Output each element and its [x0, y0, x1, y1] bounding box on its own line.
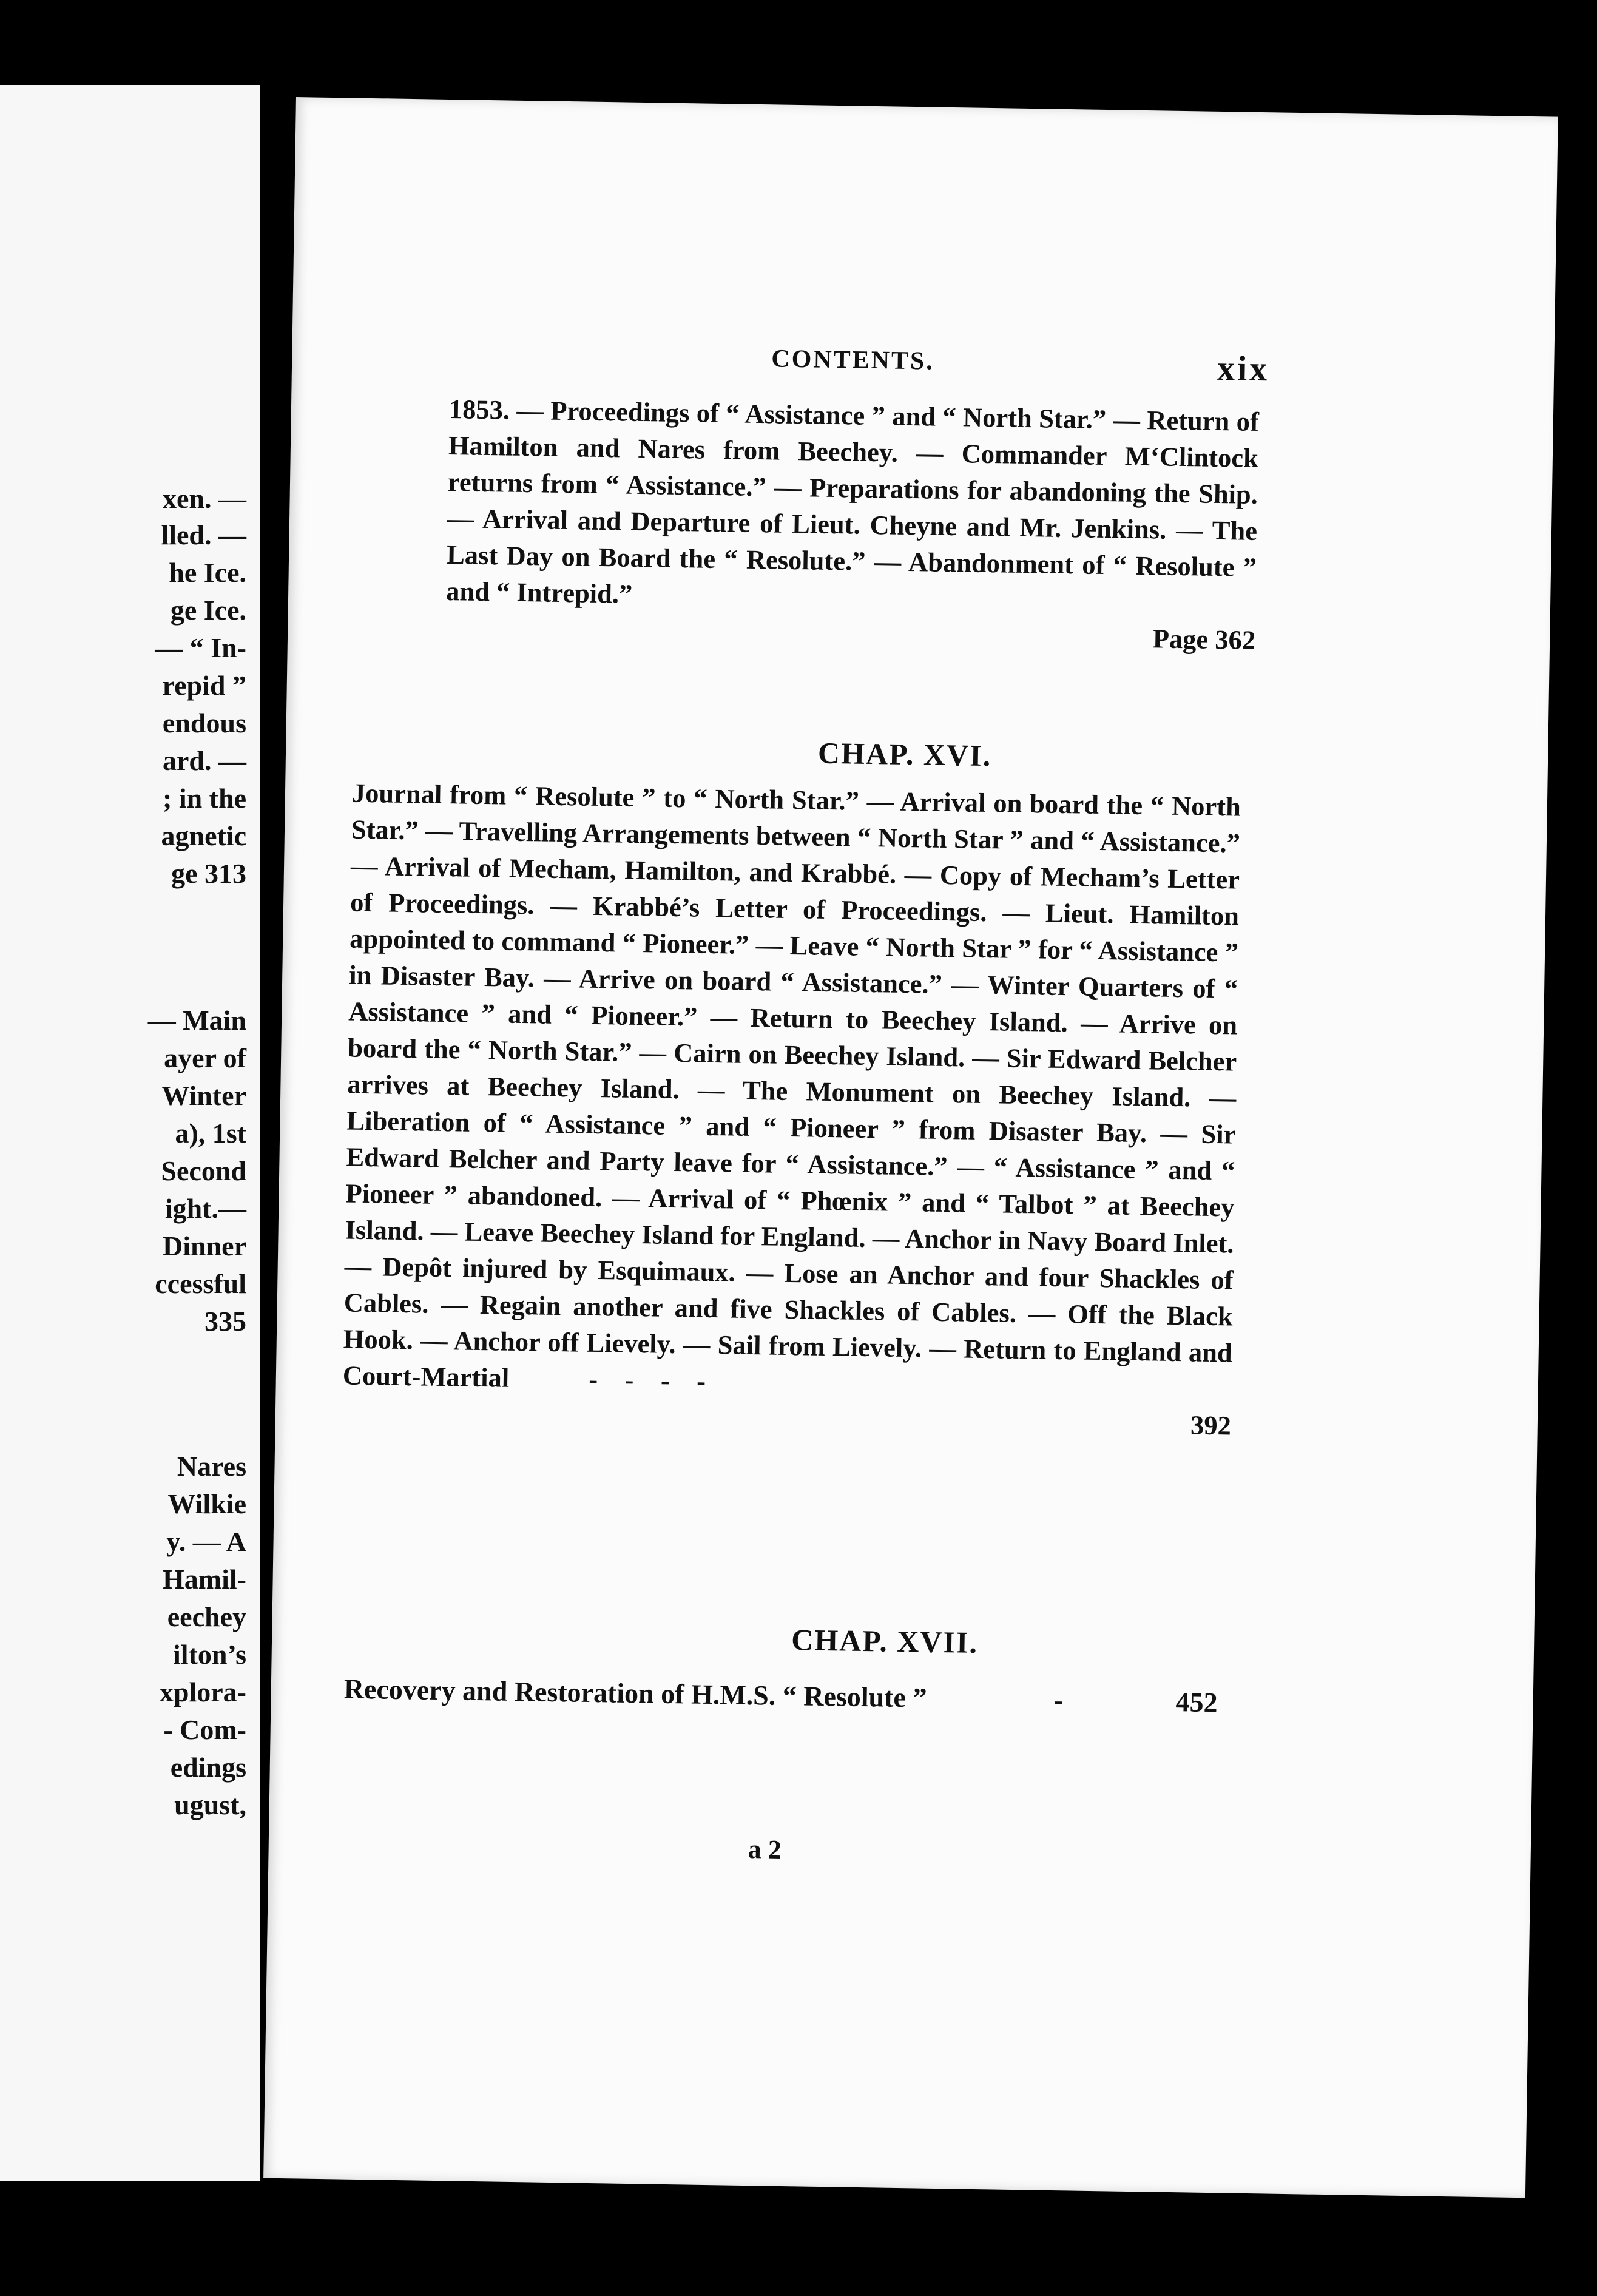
chap15-summary — [445, 391, 1259, 658]
left-line: ight.— — [164, 1193, 246, 1224]
left-line: lled. — — [161, 519, 246, 550]
signature-mark: a 2 — [748, 1834, 782, 1865]
chap15-page: Page 362 — [1152, 623, 1256, 655]
chap17-text: Recovery and Restoration of H.M.S. “ Resolute ” — [343, 1673, 927, 1714]
left-line: 335 — [204, 1306, 246, 1337]
contents-page — [263, 97, 1558, 2198]
page-title: CONTENTS. — [771, 345, 935, 376]
chap16-heading: CHAP. XVI. — [817, 735, 992, 773]
left-line: y. — A — [166, 1526, 246, 1557]
left-line: Winter — [161, 1080, 246, 1111]
chap17-page: 452 — [1175, 1686, 1218, 1718]
chap17-heading: CHAP. XVII. — [791, 1622, 979, 1660]
left-line: repid ” — [162, 670, 246, 701]
left-line: ugust, — [174, 1789, 246, 1820]
left-line: endous — [162, 707, 246, 738]
chap16-page: 392 — [1190, 1410, 1232, 1441]
left-line: ge Ice. — [170, 595, 246, 626]
left-line: ge 313 — [171, 858, 246, 889]
left-line: ccessful — [155, 1268, 246, 1299]
left-line: xen. — — [163, 483, 246, 514]
chap17-leader: - — [1053, 1684, 1064, 1716]
page-number: xix — [1217, 348, 1270, 389]
left-line: ; in the — [163, 783, 246, 814]
left-line: ilton’s — [173, 1639, 246, 1670]
left-line: - Com- — [163, 1714, 246, 1745]
running-head — [292, 337, 1555, 393]
left-line: eechey — [167, 1601, 246, 1632]
left-page — [0, 85, 260, 2181]
chap16-leader: - - - - — [588, 1363, 706, 1396]
left-line: ard. — — [163, 745, 246, 776]
left-line: he Ice. — [169, 557, 246, 588]
left-line: Wilkie — [167, 1488, 246, 1519]
chap16-text: Journal from “ Resolute ” to “ North Star.” — Arrival on board the “ North Star.” — Travelling Arrangements between “ North Star ” and “ Assistance.” — Arrival of Mecham, Hamilton, and Krabbé. — Copy of Mecham’s Letter of Proceedings. — Krabbé’s Letter of Proceedings. — Lieut. Hamilton appointed to command “ Pioneer.” — Leave “ North Star ” for “ Assistance ” in Disaster Bay. — Arrive on board “ Assistance.” — Winter Quarters of “ Assistance ” and “ Pioneer.” — Return to Beechey Island. — Arrive on board the “ North Star.” — Cairn on Beechey Island. — Sir Edward Belcher arrives at Beechey Island. — The Monument on Beechey Island. — Liberation of “ Assistance ” and “ Pioneer ” from Disaster Bay. — Sir Edward Belcher and Party leave for “ Assistance.” — “ Assistance ” and “ Pioneer ” abandoned. — Arrival of “ Phœnix ” and “ Talbot ” at Beechey Island. — Leave Beechey Island for England. — Anchor in Navy Board Inlet. — Depôt injured by Esquimaux. — Lose an Anchor and four Shackles of Cables. — Regain another and five Shackles of Cables. — Off the Black Hook. — Anchor off Lievely. — Sail from Lievely. — Return to England and Court-Martial — [342, 777, 1241, 1393]
left-line: ayer of — [164, 1042, 246, 1073]
left-line: Second — [161, 1155, 246, 1186]
left-line: Nares — [177, 1451, 246, 1482]
left-line: Hamil- — [163, 1564, 246, 1595]
left-line: xplora- — [159, 1676, 246, 1707]
left-line: a), 1st — [175, 1118, 246, 1149]
chap15-text: 1853. — Proceedings of “ Assistance ” and “ North Star.” — Return of Hamilton and Nares from Beechey. — Commander M‘Clintock returns from “ Assistance.” — Preparations for abandoning the Ship. — Arrival and Departure of Lieut. Cheyne and Mr. Jenkins. — The Last Day on Board the “ Resolute.” — Abandonment of “ Resolute ” and “ Intrepid.” — [445, 394, 1260, 609]
left-line: edings — [170, 1752, 246, 1783]
left-line: — “ In- — [155, 632, 246, 663]
chap17-entry — [343, 1673, 1218, 1718]
left-line: — Main — [147, 1005, 246, 1036]
chap16-summary — [342, 775, 1241, 1444]
left-line: agnetic — [161, 820, 246, 851]
left-line: Dinner — [163, 1231, 246, 1261]
